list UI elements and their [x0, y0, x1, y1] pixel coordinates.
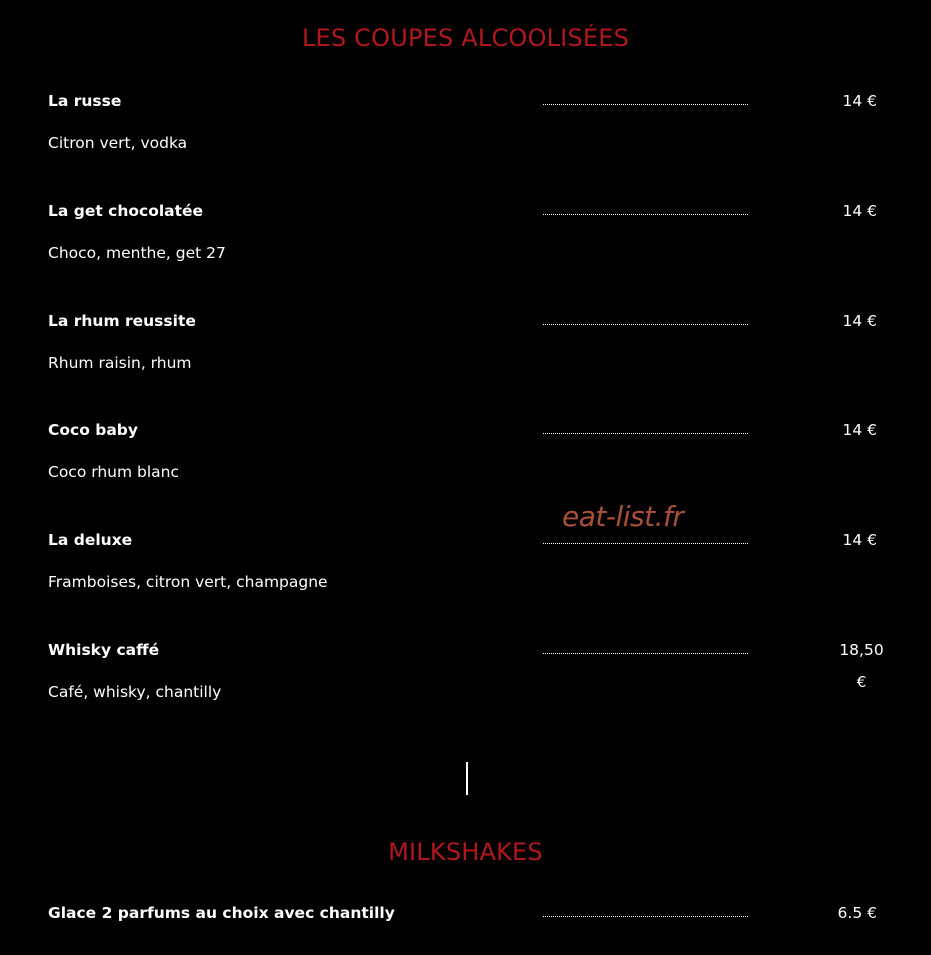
dotted-leader	[543, 214, 748, 215]
dotted-leader	[543, 104, 748, 105]
item-price: 14 €	[842, 312, 877, 330]
item-name: Whisky caffé	[48, 641, 160, 659]
item-description: Framboises, citron vert, champagne	[48, 573, 328, 591]
item-description: Coco rhum blanc	[48, 463, 180, 481]
item-price: 14 €	[842, 531, 877, 549]
dotted-leader	[543, 653, 748, 654]
item-name: Glace 2 parfums au choix avec chantilly	[48, 904, 395, 922]
dotted-leader	[543, 433, 748, 434]
item-price: 14 €	[842, 202, 877, 220]
item-name: La get chocolatée	[48, 202, 204, 220]
dotted-leader	[543, 543, 748, 544]
item-description: Café, whisky, chantilly	[48, 683, 222, 701]
section-title-coupes: LES COUPES ALCOOLISÉES	[301, 24, 630, 52]
watermark-logo: eat-list.fr	[562, 500, 684, 533]
dotted-leader	[543, 324, 748, 325]
item-name: Coco baby	[48, 421, 139, 439]
item-price: 18,50 €	[839, 641, 884, 691]
item-name: La deluxe	[48, 531, 133, 549]
dotted-leader	[543, 916, 748, 917]
item-description: Citron vert, vodka	[48, 134, 188, 152]
item-name: La rhum reussite	[48, 312, 196, 330]
item-price: 14 €	[842, 92, 877, 110]
item-description: Choco, menthe, get 27	[48, 244, 226, 262]
section-title-milkshakes: MILKSHAKES	[388, 838, 543, 866]
item-name: La russe	[48, 92, 122, 110]
item-description: Rhum raisin, rhum	[48, 354, 192, 372]
item-price: 14 €	[842, 421, 877, 439]
section-divider	[466, 762, 468, 795]
item-price: 6.5 €	[837, 904, 877, 922]
